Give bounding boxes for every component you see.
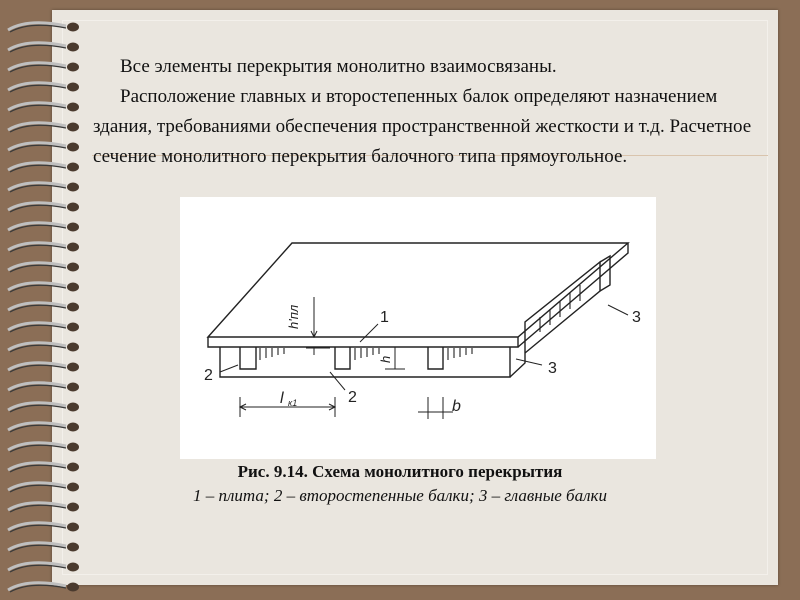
spiral-hole [67,363,79,372]
spiral-hole [67,43,79,52]
intro-sentence: Все элементы перекрытия монолитно взаимосвязаны. [120,56,557,77]
spiral-hole [67,443,79,452]
spiral-hole [67,243,79,252]
spiral-hole [67,523,79,532]
label-secondary-beam-left: 2 [204,367,213,384]
spiral-hole [67,583,79,592]
label-secondary-beam-bottom: 2 [348,389,357,406]
spiral-hole [67,143,79,152]
label-main-beam-front: 3 [548,360,557,377]
layout-paragraph: Расположение главных и второстепенных балок определяют назначением здания, требованиями обеспечения пространственной жесткости и т.д. Расчетное сечение монолитного перекрытия балочного типа прямоугольное. [93,86,752,167]
label-main-beam-right: 3 [632,309,641,326]
spiral-hole [67,183,79,192]
spiral-hole [67,63,79,72]
spiral-binding [0,0,90,600]
label-span-subscript: к1 [288,398,298,408]
secondary-beam-3 [428,347,443,369]
spiral-hole [67,103,79,112]
spiral-hole [67,303,79,312]
spiral-hole [67,543,79,552]
spiral-hole [67,223,79,232]
slab-diagram-figure [180,197,656,459]
body-text [93,52,773,172]
secondary-beam-1 [240,347,256,369]
spiral-hole [67,403,79,412]
spiral-hole [67,323,79,332]
spiral-hole [67,83,79,92]
figure-caption-legend: 1 – плита; 2 – второстепенные балки; 3 – главные балки [193,486,607,505]
spiral-hole [67,163,79,172]
label-span-l: l [280,390,284,407]
spiral-hole [67,123,79,132]
label-slab: 1 [380,309,389,326]
label-slab-height: h'пл [286,304,301,329]
spiral-hole [67,263,79,272]
spiral-hole [67,283,79,292]
spiral-hole [67,23,79,32]
monolithic-slab-diagram [180,197,656,459]
spiral-hole [67,203,79,212]
label-width-b: b [452,398,461,415]
spiral-hole [67,423,79,432]
figure-caption-title: Рис. 9.14. Схема монолитного перекрытия [237,462,563,481]
slab-right-edge [518,243,628,347]
secondary-beam-2 [335,347,350,369]
spiral-hole [67,383,79,392]
hatching [260,285,580,360]
spiral-hole [67,563,79,572]
label-beam-height: h [378,355,393,363]
spiral-hole [67,343,79,352]
